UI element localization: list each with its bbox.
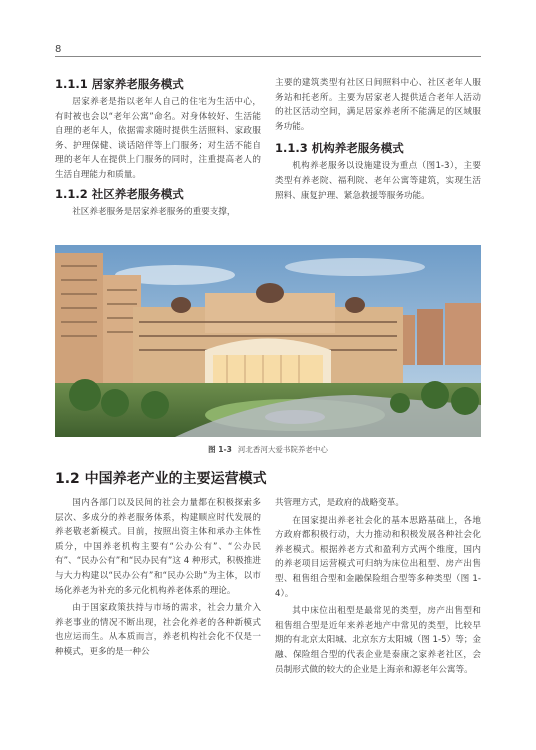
figure-label: 图 1-3	[208, 445, 232, 454]
figure-photo-elderly-care-center	[55, 245, 481, 437]
paragraph-operation-models-2-cont: 共管理方式，是政府的战略变革。	[275, 498, 404, 508]
heading-1-1-1: 1.1.1 居家养老服务模式	[55, 77, 184, 91]
header-rule	[55, 56, 481, 57]
page-number: 8	[55, 44, 62, 55]
left-column-top	[55, 76, 261, 222]
left-column-bottom	[55, 496, 261, 663]
right-column-top	[275, 76, 481, 206]
paragraph-operation-models-2: 由于国家政策扶持与市场的需求，社会力量介入养老事业的情况不断出现，社会化养老的各种新模式也应运而生。从本质而言，养老机构社会化不仅是一种模式，更多的是一种公	[55, 603, 261, 657]
heading-1-1-3: 1.1.3 机构养老服务模式	[275, 141, 404, 156]
paragraph-operation-models-1: 国内各部门以及民间的社会力量都在积极探索多层次、多成分的养老服务体系，构建顺应时代发展的养老敬老新模式。目前，按照出资主体和承办主体性质分，中国养老机构主要有“公办公有”、“公办民有”、“民办公有”和“民办民有”这 4 种形式，积极推进与大力构建以“民办公有”和“民办公助”为主体，以市场化养老为补充的多元化机构养老体系的理论。	[55, 498, 261, 596]
paragraph-community-care-cont: 主要的建筑类型有社区日间照料中心、社区老年人服务站和托老所。主要为居家老人提供适合老年人活动的社区活动空间，满足居家养老所不能满足的区域服务功能。	[275, 78, 481, 132]
right-column-bottom	[275, 496, 481, 680]
heading-1-1-2: 1.1.2 社区养老服务模式	[55, 186, 184, 201]
paragraph-community-care-start: 社区养老服务是居家养老服务的重要支撑，	[72, 206, 236, 217]
heading-1-2: 1.2 中国养老产业的主要运营模式	[55, 471, 267, 487]
figure-caption	[0, 444, 536, 455]
figure-caption-text: 河北香河大爱书院养老中心	[237, 445, 328, 454]
paragraph-home-care: 居家养老是指以老年人自己的住宅为生活中心，有时被也会以“老年公寓”命名。对身体较好、生活能自理的老年人，依据需求随时提供生活照料、家政服务、护理保健、谈话陪伴等上门服务；对生活不能自理的老年人在提供上门服务的同时，注重提高老人的生活自理能力和质量。	[55, 97, 261, 180]
paragraph-institution-care: 机构养老服务以设施建设为重点（图1-3），主要类型有养老院、福利院、老年公寓等建筑，实现生活照料、康复护理、紧急救援等服务功能。	[275, 161, 481, 201]
paragraph-operation-models-3: 在国家提出养老社会化的基本思路基础上，各地方政府都积极行动，大力推动和积极发展各种社会化养老模式。根据养老方式和盈利方式两个维度，国内的养老项目运营模式可归纳为床位出租型、房产出售型、租售组合型和金融保险组合型等多种类型（图 1-4）。	[275, 515, 481, 599]
paragraph-operation-models-4: 其中床位出租型是最常见的类型，房产出售型和租售组合型是近年来养老地产中常见的类型，比较早期的有北京太阳城、北京东方太阳城（图 1-5）等；金融、保险组合型的代表企业是泰康之家养老社区，会员制形式做的较大的企业是上海亲和源老年公寓等。	[275, 606, 481, 675]
